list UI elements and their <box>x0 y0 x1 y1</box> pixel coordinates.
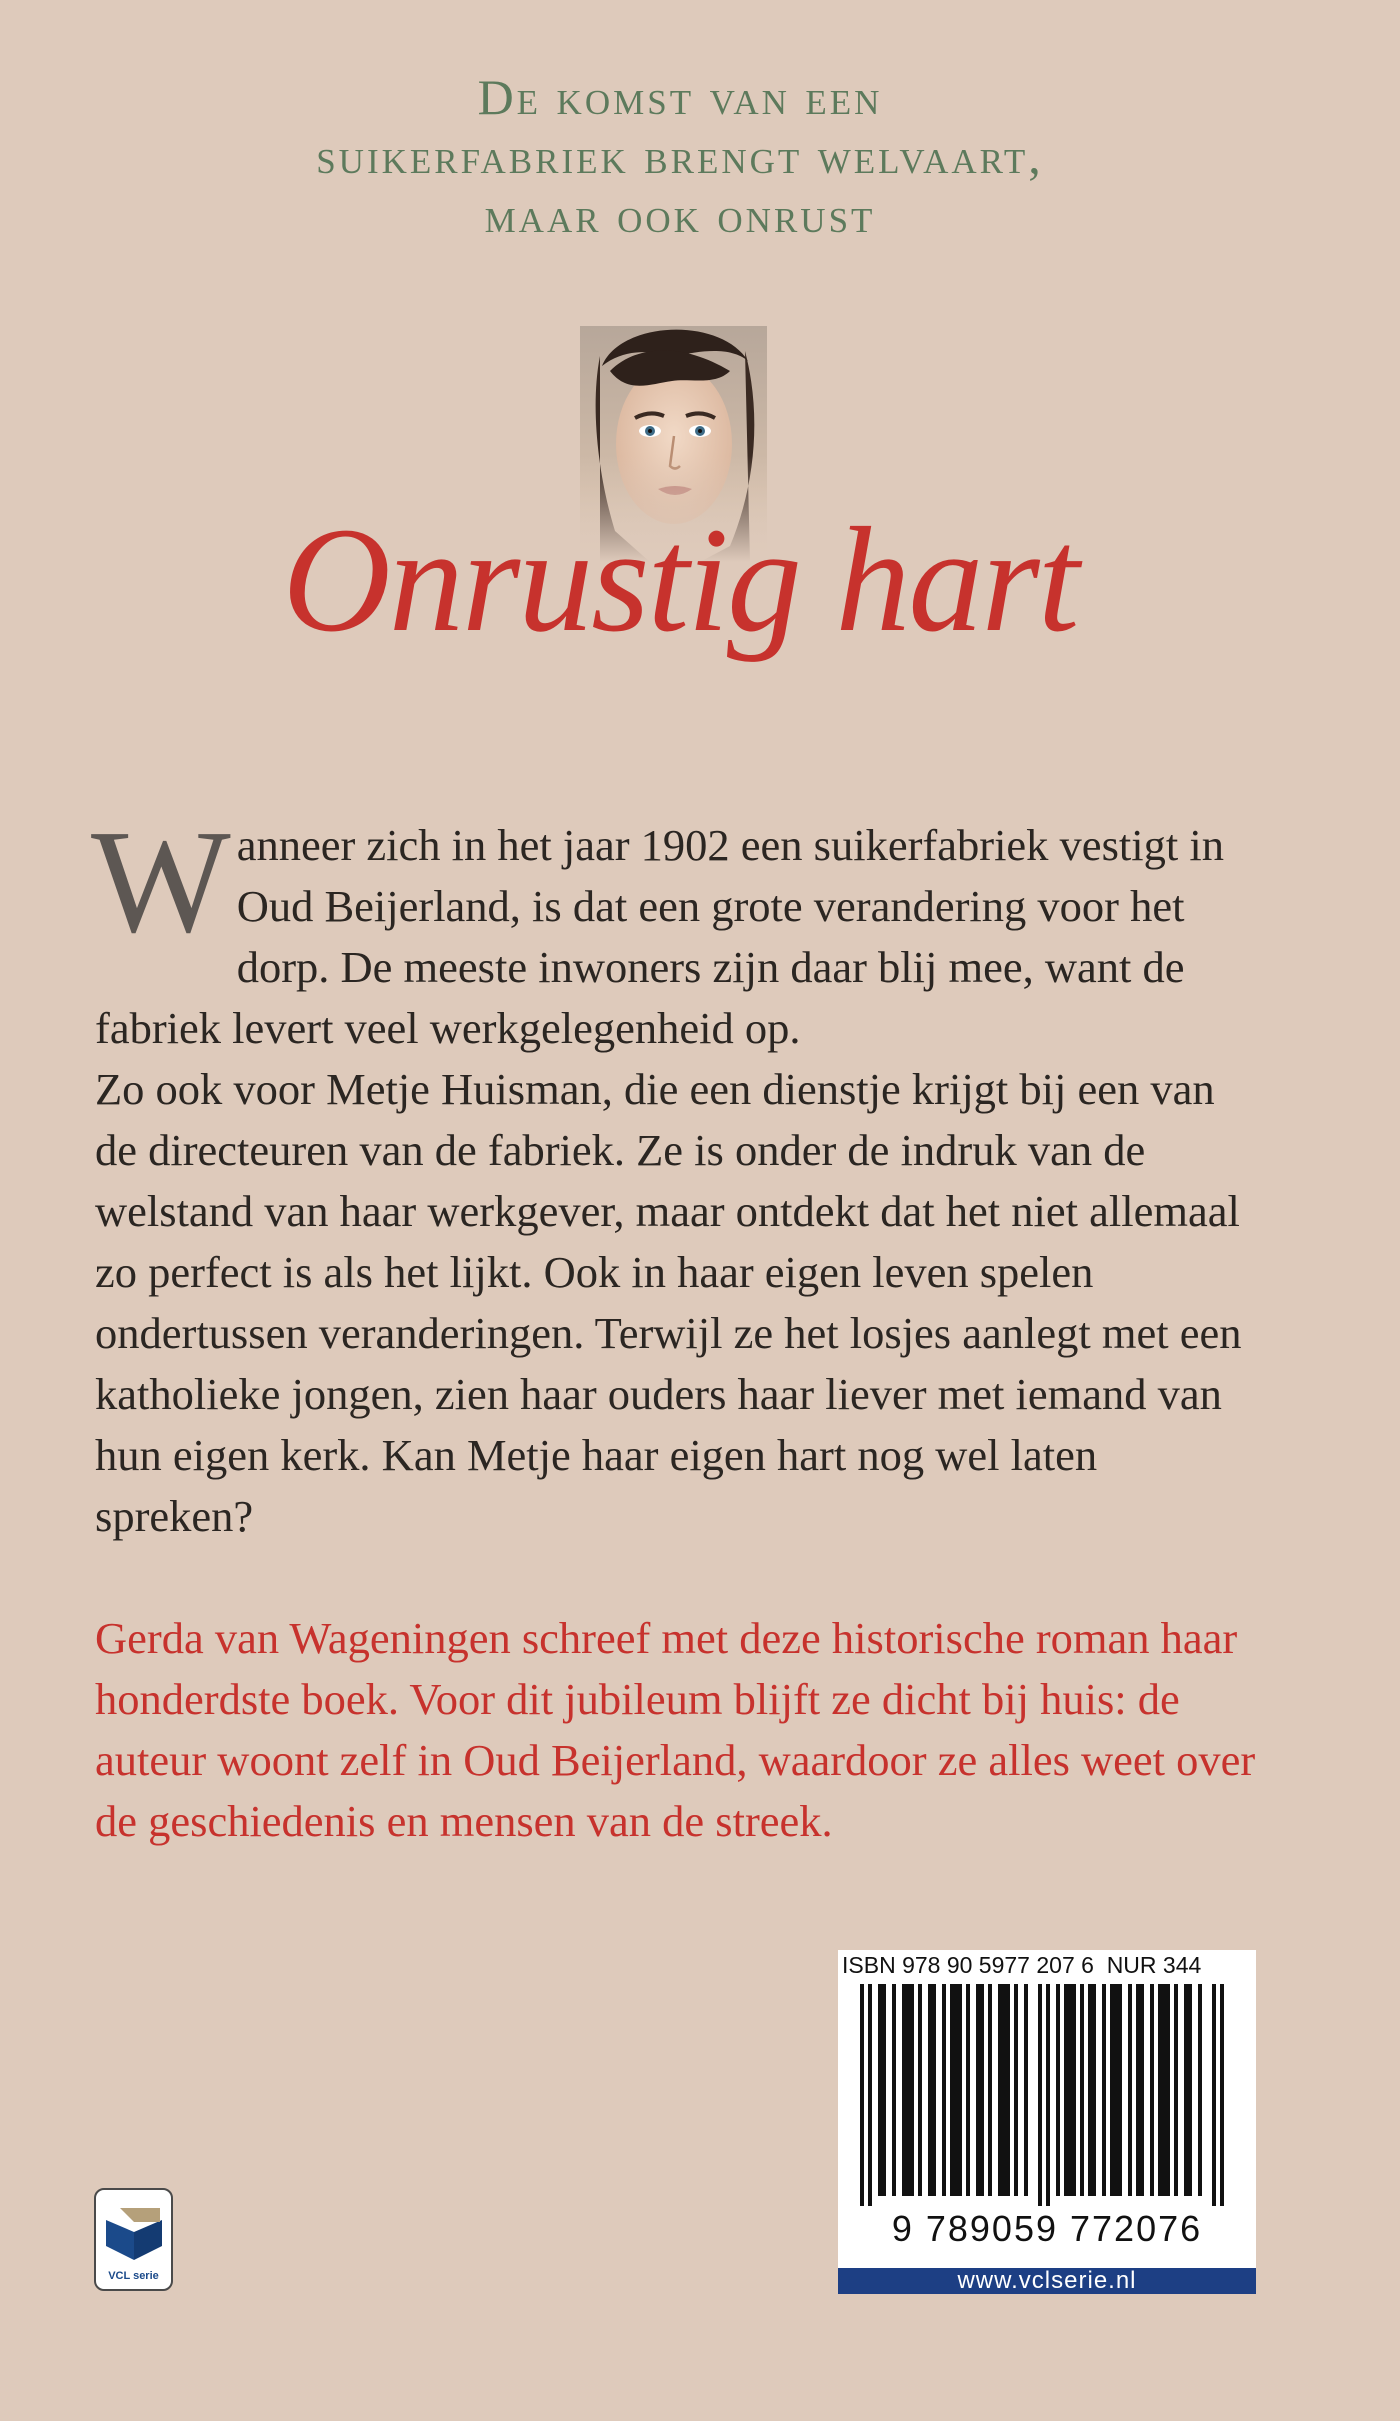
drop-cap: W <box>91 800 231 964</box>
book-title: Onrustig hart <box>282 497 1078 663</box>
vcl-logo-label: VCL serie <box>108 2270 159 2282</box>
barcode-digits: 9 789059 772076 <box>891 2208 1203 2249</box>
barcode-bars <box>852 1984 1242 2206</box>
tagline <box>0 68 1360 245</box>
tagline-line-1: De komst van een <box>477 69 883 125</box>
vcl-logo-icon <box>100 2202 168 2262</box>
author-note: Gerda van Wageningen schreef met deze historische roman haar honderdste boek. Voor dit jubileum blijft ze dicht bij huis: de auteur woont zelf in Oud Beijerland, waardoor ze alles weet over de geschiedenis en mensen van de streek. <box>95 1613 1256 1846</box>
blurb-paragraph-1-text: anneer zich in het jaar 1902 een suikerfabriek vestigt in Oud Beijerland, is dat een grote verandering voor het dorp. De meeste inwoners zijn daar blij mee, want de fabriek levert veel werkgelegenheid op. <box>95 820 1224 1053</box>
barcode-box <box>838 1950 1256 2294</box>
publisher-website: www.vclserie.nl <box>838 2268 1256 2294</box>
blurb-text <box>91 800 1255 1547</box>
tagline-line-2: suikerfabriek brengt welvaart, <box>316 128 1044 184</box>
vcl-logo <box>94 2188 173 2291</box>
blurb-paragraph-1 <box>91 800 1255 1059</box>
blurb-paragraph-2: Zo ook voor Metje Huisman, die een dienstje krijgt bij een van de directeuren van de fabriek. Ze is onder de indruk van de welstand van haar werkgever, maar ontdekt dat het niet allemaal zo perfect is als het lijkt. Ook in haar eigen leven spelen ondertussen veranderingen. Terwijl ze het losjes aanlegt met een katholieke jongen, zien haar ouders haar liever met iemand van hun eigen kerk. Kan Metje haar eigen hart nog wel laten spreken? <box>95 1064 1242 1541</box>
isbn-text: ISBN 978 90 5977 207 6 NUR 344 <box>842 1952 1202 1978</box>
tagline-line-3: maar ook onrust <box>484 187 876 243</box>
